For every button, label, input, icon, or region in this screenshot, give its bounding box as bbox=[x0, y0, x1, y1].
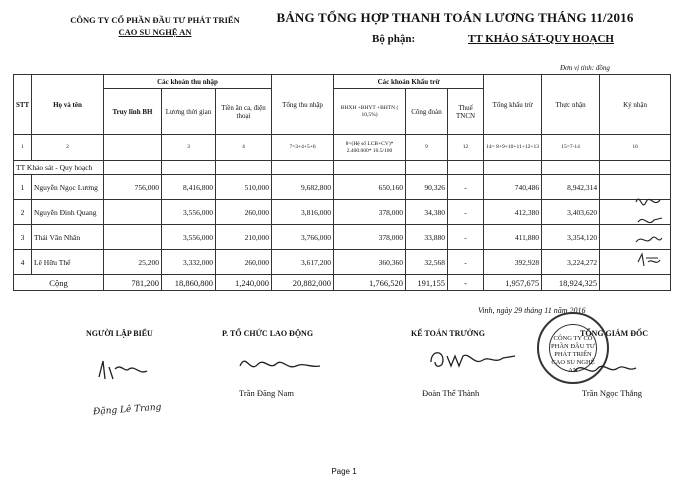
row-deduct: 740,486 bbox=[484, 175, 542, 200]
payroll-table bbox=[13, 74, 671, 291]
company-name bbox=[55, 14, 255, 38]
director-name: Trần Ngọc Thắng bbox=[582, 388, 642, 398]
stamp-text: CÔNG TY CỔ PHẦN ĐẦU TƯ PHÁT TRIỂN CAO SU NGHỆ AN bbox=[549, 324, 597, 372]
row-bh: 25,200 bbox=[104, 250, 162, 275]
header-insurance: BHXH +BHYT +BHTN ( 10,5%) bbox=[334, 89, 406, 135]
sum-label: Cộng bbox=[14, 275, 104, 291]
row-net: 3,224,272 bbox=[542, 250, 600, 275]
row-insurance: 378,000 bbox=[334, 200, 406, 225]
role-preparer: NGƯỜI LẬP BIỂU bbox=[86, 329, 153, 338]
preparer-name: Đặng Lê Trang bbox=[92, 402, 162, 418]
sum-insurance: 1,766,520 bbox=[334, 275, 406, 291]
header-net: Thực nhận bbox=[542, 75, 600, 135]
department-value: TT KHẢO SÁT-QUY HOẠCH bbox=[468, 33, 614, 45]
row-tax: - bbox=[448, 225, 484, 250]
sum-bh: 781,200 bbox=[104, 275, 162, 291]
row-deduct: 411,880 bbox=[484, 225, 542, 250]
row-tax: - bbox=[448, 200, 484, 225]
row-net: 8,942,314 bbox=[542, 175, 600, 200]
row-deduct: 412,380 bbox=[484, 200, 542, 225]
sum-union: 191,155 bbox=[406, 275, 448, 291]
row-tax: - bbox=[448, 250, 484, 275]
sum-salary: 18,860,800 bbox=[162, 275, 216, 291]
row-total: 3,617,200 bbox=[272, 250, 334, 275]
index-cell: 1 bbox=[14, 135, 32, 161]
row-total: 3,766,000 bbox=[272, 225, 334, 250]
page-number: Page 1 bbox=[331, 467, 357, 476]
row-name: Lê Hữu Thể bbox=[32, 250, 104, 275]
index-cell: 14= 8+9+10+11+12+13 bbox=[484, 135, 542, 161]
header-total-deduct: Tổng khấu trừ bbox=[484, 75, 542, 135]
header-name: Họ và tên bbox=[32, 75, 104, 135]
row-salary: 8,416,800 bbox=[162, 175, 216, 200]
role-hr: P. TỔ CHỨC LAO ĐỘNG bbox=[222, 329, 314, 338]
row-tax: - bbox=[448, 175, 484, 200]
sum-deduct: 1,957,675 bbox=[484, 275, 542, 291]
sum-total: 20,882,000 bbox=[272, 275, 334, 291]
unit-note: Đơn vị tính: đồng bbox=[560, 64, 610, 72]
chief-accountant-signature bbox=[425, 344, 525, 374]
index-cell: 2 bbox=[32, 135, 104, 161]
header-union: Công đoàn bbox=[406, 89, 448, 135]
row-salary: 3,556,000 bbox=[162, 200, 216, 225]
sum-tax: - bbox=[448, 275, 484, 291]
role-director: TỔNG GIÁM ĐỐC bbox=[580, 329, 648, 338]
row-net: 3,354,120 bbox=[542, 225, 600, 250]
row-stt: 1 bbox=[14, 175, 32, 200]
index-cell: 9 bbox=[406, 135, 448, 161]
row-name: Nguyễn Đình Quang bbox=[32, 200, 104, 225]
row-bh bbox=[104, 225, 162, 250]
row-bh: 756,000 bbox=[104, 175, 162, 200]
header-tax: Thuế TNCN bbox=[448, 89, 484, 135]
row-meal: 210,000 bbox=[216, 225, 272, 250]
row-salary: 3,556,000 bbox=[162, 225, 216, 250]
row-union: 90,326 bbox=[406, 175, 448, 200]
header-stt: STT bbox=[14, 75, 32, 135]
row-meal: 260,000 bbox=[216, 250, 272, 275]
role-chief-accountant: KẾ TOÁN TRƯỞNG bbox=[411, 329, 485, 338]
header-bh: Truy lĩnh BH bbox=[104, 89, 162, 135]
row-bh bbox=[104, 200, 162, 225]
table-row bbox=[14, 225, 671, 250]
table-row bbox=[14, 200, 671, 225]
row-deduct: 392,928 bbox=[484, 250, 542, 275]
index-cell bbox=[104, 135, 162, 161]
sign-date: Vinh, ngày 29 tháng 11 năm 2016 bbox=[478, 306, 586, 315]
index-cell: 12 bbox=[448, 135, 484, 161]
index-cell: 8=(Hệ số LCB+CV)* 2.400.000* 10.5/100 bbox=[334, 135, 406, 161]
index-cell: 16 bbox=[600, 135, 671, 161]
index-cell: 3 bbox=[162, 135, 216, 161]
company-line2: CAO SU NGHỆ AN bbox=[118, 27, 192, 37]
company-line1: CÔNG TY CỔ PHẦN ĐẦU TƯ PHÁT TRIỂN bbox=[70, 15, 240, 25]
row-name: Thái Văn Nhân bbox=[32, 225, 104, 250]
row-salary: 3,332,000 bbox=[162, 250, 216, 275]
header-deduct-group: Các khoản Khấu trừ bbox=[334, 75, 484, 89]
row-union: 34,380 bbox=[406, 200, 448, 225]
table-row bbox=[14, 175, 671, 200]
header-income-group: Các khoản thu nhập bbox=[104, 75, 272, 89]
row-name: Nguyễn Ngọc Lương bbox=[32, 175, 104, 200]
sum-row bbox=[14, 275, 671, 291]
row-stt: 4 bbox=[14, 250, 32, 275]
page-title: BẢNG TỔNG HỢP THANH TOÁN LƯƠNG THÁNG 11/2016 bbox=[276, 10, 634, 25]
row-union: 32,568 bbox=[406, 250, 448, 275]
group-label: TT Khảo sát - Quy hoạch bbox=[14, 161, 104, 175]
row-total: 9,682,800 bbox=[272, 175, 334, 200]
header-meal: Tiền ăn ca, điện thoại bbox=[216, 89, 272, 135]
row-union: 33,880 bbox=[406, 225, 448, 250]
row-total: 3,816,000 bbox=[272, 200, 334, 225]
row-insurance: 378,000 bbox=[334, 225, 406, 250]
index-cell: 7=3+4+5+6 bbox=[272, 135, 334, 161]
row-meal: 510,000 bbox=[216, 175, 272, 200]
preparer-signature bbox=[95, 355, 165, 385]
header-salary: Lương thời gian bbox=[162, 89, 216, 135]
row-stt: 3 bbox=[14, 225, 32, 250]
row-meal: 260,000 bbox=[216, 200, 272, 225]
director-signature bbox=[570, 356, 640, 382]
row-net: 3,403,620 bbox=[542, 200, 600, 225]
department-label: Bộ phận: bbox=[372, 33, 416, 45]
sum-net: 18,924,325 bbox=[542, 275, 600, 291]
row-stt: 2 bbox=[14, 200, 32, 225]
sum-meal: 1,240,000 bbox=[216, 275, 272, 291]
header-total-income: Tổng thu nhập bbox=[272, 75, 334, 135]
index-cell: 4 bbox=[216, 135, 272, 161]
row-signatures-graphic bbox=[628, 188, 668, 278]
chief-accountant-name: Đoàn Thế Thành bbox=[422, 388, 480, 398]
row-insurance: 650,160 bbox=[334, 175, 406, 200]
header-sign: Ký nhận bbox=[600, 75, 671, 135]
hr-signature bbox=[236, 348, 336, 378]
row-insurance: 360,360 bbox=[334, 250, 406, 275]
index-cell: 15=7-14 bbox=[542, 135, 600, 161]
table-row bbox=[14, 250, 671, 275]
hr-name: Trần Đăng Nam bbox=[239, 388, 294, 398]
